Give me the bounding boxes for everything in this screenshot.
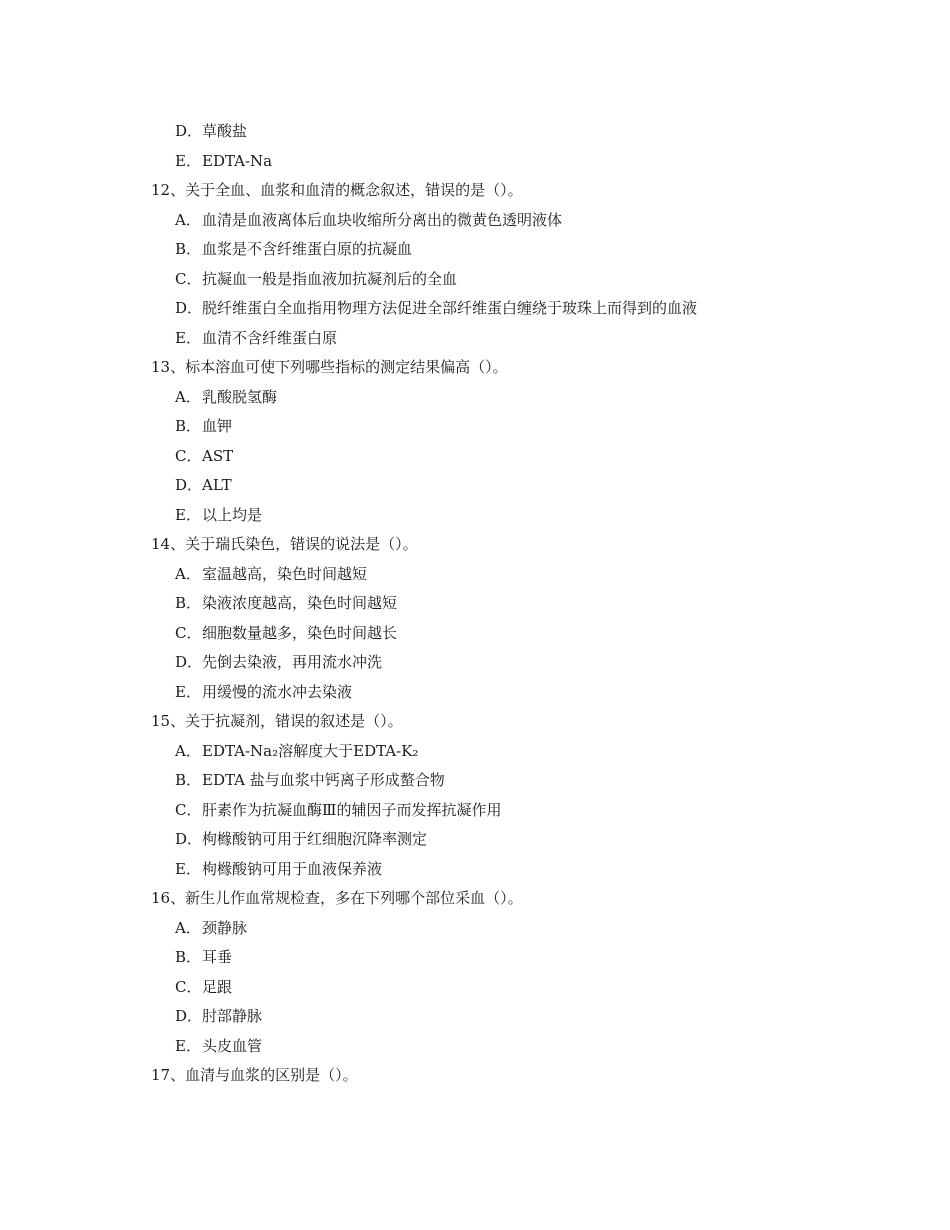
question-text: 关于全血、血浆和血清的概念叙述，错误的是（）。 (185, 181, 523, 199)
option-text: 足跟 (202, 977, 233, 996)
option-q14-a (0, 560, 950, 590)
question-number: 15、 (151, 712, 186, 730)
option-text: 肝素作为抗凝血酶Ⅲ的辅因子而发挥抗凝作用 (202, 800, 502, 819)
option-letter: A． (175, 918, 201, 937)
option-text: 耳垂 (202, 948, 233, 966)
option-letter: C． (175, 977, 202, 996)
option-text: 抗凝血一般是指血液加抗凝剂后的全血 (202, 269, 458, 288)
option-text: 头皮血管 (202, 1036, 263, 1055)
question-number: 17、 (151, 1066, 186, 1084)
option-letter: E． (175, 151, 201, 170)
question-16-stem (0, 884, 950, 914)
option-letter: C． (175, 623, 202, 642)
option-letter: B． (175, 948, 202, 966)
option-q15-a (0, 737, 950, 767)
option-q14-b (0, 589, 950, 619)
option-letter: C． (175, 446, 202, 465)
option-q14-e (0, 678, 950, 708)
option-letter: E． (175, 682, 201, 701)
question-number: 16、 (151, 889, 186, 907)
option-letter: E． (175, 328, 201, 347)
option-text: ALT (202, 476, 232, 494)
option-letter: D． (175, 653, 203, 671)
option-letter: B． (175, 417, 202, 435)
option-text: 枸橼酸钠可用于血液保养液 (202, 859, 383, 878)
option-q13-a (0, 383, 950, 413)
question-text: 新生儿作血常规检查，多在下列哪个部位采血（）。 (185, 889, 523, 907)
option-text: 染液浓度越高，染色时间越短 (202, 594, 398, 612)
option-q16-c (0, 973, 950, 1003)
option-q13-e (0, 501, 950, 531)
option-q16-a (0, 914, 950, 944)
option-letter: D． (175, 299, 203, 317)
option-text: 草酸盐 (202, 122, 248, 140)
option-text: 室温越高，染色时间越短 (202, 564, 368, 583)
option-letter: D． (175, 830, 203, 848)
option-text: EDTA 盐与血浆中钙离子形成螯合物 (202, 771, 445, 789)
option-letter: C． (175, 800, 202, 819)
question-17-stem (0, 1061, 950, 1091)
option-q16-b (0, 943, 950, 973)
option-letter: D． (175, 122, 203, 140)
option-letter: C． (175, 269, 202, 288)
question-12-stem (0, 176, 950, 206)
option-q15-d (0, 825, 950, 855)
option-q16-e (0, 1032, 950, 1062)
option-q12-a (0, 206, 950, 236)
option-letter: B． (175, 594, 202, 612)
option-text: 血清不含纤维蛋白原 (202, 328, 338, 347)
option-text: 先倒去染液，再用流水冲洗 (202, 653, 383, 671)
question-text: 标本溶血可使下列哪些指标的测定结果偏高（）。 (185, 358, 508, 376)
option-q12-b (0, 235, 950, 265)
question-14-stem (0, 530, 950, 560)
option-text: 以上均是 (202, 505, 263, 524)
option-text: 血钾 (202, 417, 233, 435)
option-letter: D． (175, 476, 203, 494)
option-text: 血清是血液离体后血块收缩所分离出的微黄色透明液体 (202, 210, 563, 229)
option-text: 脱纤维蛋白全血指用物理方法促进全部纤维蛋白缠绕于玻珠上而得到的血液 (202, 299, 698, 317)
option-letter: A． (175, 210, 201, 229)
option-letter: E． (175, 1036, 201, 1055)
option-text: 肘部静脉 (202, 1007, 263, 1025)
option-q15-e (0, 855, 950, 885)
option-letter: A． (175, 387, 201, 406)
question-text: 血清与血浆的区别是（）。 (185, 1066, 358, 1084)
option-text: 乳酸脱氢酶 (202, 387, 278, 406)
option-letter: E． (175, 505, 201, 524)
option-q15-b (0, 766, 950, 796)
option-text: 血浆是不含纤维蛋白原的抗凝血 (202, 240, 413, 258)
option-q13-d (0, 471, 950, 501)
option-q12-e (0, 324, 950, 354)
option-q16-d (0, 1002, 950, 1032)
option-text: 用缓慢的流水冲去染液 (202, 682, 353, 701)
option-q12-d (0, 294, 950, 324)
option-q15-c (0, 796, 950, 826)
option-letter: A． (175, 741, 201, 760)
question-text: 关于瑞氏染色，错误的说法是（）。 (185, 535, 418, 553)
option-q14-d (0, 648, 950, 678)
option-text: AST (202, 446, 234, 465)
option-q13-b (0, 412, 950, 442)
option-text: 细胞数量越多，染色时间越长 (202, 623, 398, 642)
document-page (0, 117, 950, 1091)
question-number: 14、 (151, 535, 186, 553)
question-text: 关于抗凝剂，错误的叙述是（）。 (185, 712, 403, 730)
question-number: 12、 (151, 181, 186, 199)
option-q11-e (0, 147, 950, 177)
question-number: 13、 (151, 358, 186, 376)
option-text: 枸橼酸钠可用于红细胞沉降率测定 (202, 830, 428, 848)
option-text: EDTA-Na (202, 151, 273, 170)
option-letter: B． (175, 771, 202, 789)
question-15-stem (0, 707, 950, 737)
option-letter: A． (175, 564, 201, 583)
option-letter: B． (175, 240, 202, 258)
option-letter: D． (175, 1007, 203, 1025)
question-13-stem (0, 353, 950, 383)
option-text: EDTA-Na₂溶解度大于EDTA-K₂ (202, 741, 419, 760)
option-q14-c (0, 619, 950, 649)
option-q11-d (0, 117, 950, 147)
option-q12-c (0, 265, 950, 295)
option-text: 颈静脉 (202, 918, 248, 937)
option-q13-c (0, 442, 950, 472)
option-letter: E． (175, 859, 201, 878)
